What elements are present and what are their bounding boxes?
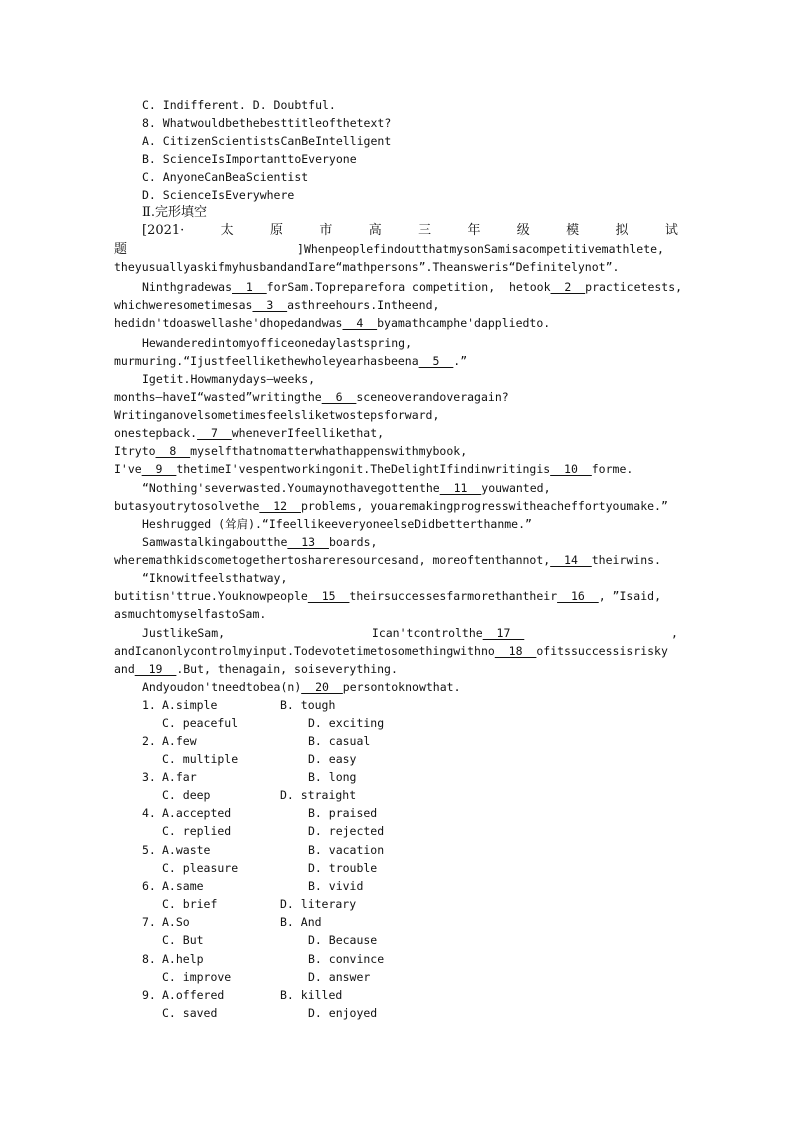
- passage-text: butitisn'ttrue.Youknowpeople: [114, 589, 308, 603]
- q8-option-a: A. CitizenScientistsCanBeIntelligent: [142, 134, 392, 148]
- option-num: 1.: [142, 698, 156, 712]
- passage-line-12: [114, 442, 467, 460]
- passage-line-1: [114, 240, 664, 259]
- option-a: A.simple: [162, 698, 218, 712]
- option-a: A.few: [162, 734, 197, 748]
- passage-text: problems, youaremakingprogresswitheacheffortyoumake.”: [300, 499, 668, 513]
- passage-line-19: “Iknowitfeelsthatway,: [142, 571, 288, 585]
- passage-text: .”: [453, 354, 468, 368]
- passage-text: thetimeI'vespentworkingonit.TheDelightIfindinwritingis: [176, 462, 551, 476]
- blank-6: __6__: [321, 390, 357, 404]
- passage-text: boards,: [328, 535, 378, 549]
- passage-text: murmuring.“Ijustfeellikethewholeyearhasbeena: [114, 354, 419, 368]
- source-char: 试: [664, 223, 678, 238]
- option-d: D. straight: [280, 788, 357, 802]
- blank-4: __4__: [342, 316, 378, 330]
- passage-line-20: [114, 587, 661, 605]
- option-d: D. answer: [308, 970, 371, 984]
- option-num: 4.: [142, 806, 156, 820]
- source-char: 拟: [615, 223, 629, 238]
- passage-text: onestepback.: [114, 426, 198, 440]
- passage-text: ofitssuccessisrisky: [536, 644, 668, 658]
- option-a: A.same: [162, 879, 204, 893]
- passage-text: theirsuccessesfarmorethantheir: [349, 589, 558, 603]
- option-b: B. praised: [308, 806, 378, 820]
- passage-text: persontoknowthat.: [342, 680, 461, 694]
- passage-text: forSam.Topreparefora competition, hetook: [266, 280, 551, 294]
- option-c: C. pleasure: [162, 861, 239, 875]
- blank-17: __17__: [482, 626, 525, 640]
- option-b: B. vivid: [308, 879, 364, 893]
- source-char: 高: [368, 223, 382, 238]
- passage-text: I've: [114, 462, 142, 476]
- source-char: 原: [270, 223, 284, 238]
- passage-line-6: Hewanderedintomyofficeonedaylastspring,: [142, 336, 413, 350]
- blank-14: __14__: [550, 553, 592, 567]
- passage-text: theirwins.: [591, 553, 661, 567]
- passage-line-5: [114, 314, 550, 332]
- passage-text: wheneverIfeellikethat,: [231, 426, 385, 440]
- blank-16: __16__: [557, 589, 599, 603]
- q8-stem: 8. Whatwouldbethebesttitleofthetext?: [142, 116, 392, 130]
- blank-8: __8__: [155, 444, 191, 458]
- passage-text: whichweresometimesas: [114, 298, 253, 312]
- option-c: C. improve: [162, 970, 232, 984]
- source-char: 三: [418, 223, 432, 238]
- blank-20: __20__: [301, 680, 343, 694]
- passage-text: forme.: [591, 462, 634, 476]
- source-char: 模: [566, 223, 580, 238]
- option-b: B. convince: [308, 952, 385, 966]
- q7-options-cd: C. Indifferent. D. Doubtful.: [142, 98, 336, 112]
- option-a: A.So: [162, 915, 190, 929]
- source-char: 年: [467, 223, 481, 238]
- passage-text: butasyoutrytosolvethe: [114, 499, 260, 513]
- blank-2: __2__: [550, 280, 586, 294]
- passage-line-4: [114, 296, 439, 314]
- blank-7: __7__: [197, 426, 232, 440]
- passage-line-22: [142, 624, 678, 642]
- passage-line-11: [114, 424, 384, 442]
- passage-text: youwanted,: [481, 481, 551, 495]
- passage-text: Samwastalkingaboutthe: [142, 535, 288, 549]
- passage-text: asthreehours.Intheend,: [287, 298, 440, 312]
- passage-text: WhenpeoplefindoutthatmysonSamisacompetitivemathlete,: [303, 242, 664, 256]
- passage-text: Andyoudon'tneedtobea(n): [142, 680, 302, 694]
- passage-line-2: theyusuallyaskifmyhusbandandIare“mathpersons”.Theansweris“Definitelynot”.: [114, 260, 620, 274]
- option-num: 8.: [142, 952, 156, 966]
- option-a: A.offered: [162, 988, 225, 1002]
- source-bracket: ]: [297, 242, 304, 256]
- passage-line-10: Writinganovelsometimesfeelsliketwostepsforward,: [114, 408, 440, 422]
- blank-1: __1__: [232, 280, 267, 294]
- option-num: 5.: [142, 843, 156, 857]
- passage-text: sceneoverandoveragain?: [356, 390, 509, 404]
- source-char: 太: [220, 223, 234, 238]
- blank-13: __13__: [287, 535, 329, 549]
- option-c: C. brief: [162, 897, 218, 911]
- section-title: Ⅱ.完形填空: [142, 205, 207, 220]
- source-line: [142, 222, 678, 240]
- passage-text: JustlikeSam,: [142, 626, 226, 640]
- passage-line-17: [142, 533, 377, 551]
- passage-text: and: [114, 662, 135, 676]
- passage-text: wheremathkidscometogethertoshareresourcesand, moreoftenthannot,: [114, 553, 551, 567]
- q8-option-c: C. AnyoneCanBeaScientist: [142, 170, 309, 184]
- option-num: 9.: [142, 988, 156, 1002]
- passage-line-15: [114, 497, 668, 515]
- passage-line-16: Heshrugged (耸肩).“IfeellikeeveryoneelseDidbetterthanme.”: [142, 517, 532, 531]
- passage-line-3: [142, 278, 682, 296]
- option-num: 6.: [142, 879, 156, 893]
- passage-text: myselfthatnomatterwhathappenswithmybook,: [190, 444, 468, 458]
- option-d: D. trouble: [308, 861, 378, 875]
- option-b: B. And: [280, 915, 322, 929]
- option-b: B. killed: [280, 988, 343, 1002]
- passage-line-7: [114, 352, 467, 370]
- option-c: C. multiple: [162, 752, 239, 766]
- option-d: D. rejected: [308, 824, 385, 838]
- option-c: C. saved: [162, 1006, 218, 1020]
- option-b: B. vacation: [308, 843, 385, 857]
- blank-5: __5__: [418, 354, 454, 368]
- q8-option-b: B. ScienceIsImportanttoEveryone: [142, 152, 357, 166]
- passage-text: hedidn'tdoaswellashe'dhopedandwas: [114, 316, 343, 330]
- passage-line-8: Igetit.Howmanydays—weeks,: [142, 372, 316, 386]
- passage-text: “Nothing'severwasted.Youmaynothavegottenthe: [142, 481, 440, 495]
- option-a: A.accepted: [162, 806, 232, 820]
- q8-option-d: D. ScienceIsEverywhere: [142, 188, 295, 202]
- source-char: 市: [319, 223, 333, 238]
- option-num: 7.: [142, 915, 156, 929]
- option-b: B. casual: [308, 734, 371, 748]
- passage-line-14: [142, 479, 551, 497]
- option-c: C. deep: [162, 788, 211, 802]
- option-d: D. literary: [280, 897, 357, 911]
- source-prefix: [2021·: [142, 223, 185, 238]
- option-num: 2.: [142, 734, 156, 748]
- option-c: C. replied: [162, 824, 232, 838]
- passage-text: byamathcamphe'dappliedto.: [377, 316, 551, 330]
- option-d: D. easy: [308, 752, 357, 766]
- source-last-char: 题: [114, 242, 128, 257]
- option-d: D. enjoyed: [308, 1006, 378, 1020]
- blank-9: __9__: [141, 462, 177, 476]
- option-a: A.far: [162, 770, 197, 784]
- passage-text: .But, thenagain, soiseverything.: [176, 662, 398, 676]
- option-b: B. tough: [280, 698, 336, 712]
- option-a: A.waste: [162, 843, 211, 857]
- passage-text: , ”Isaid,: [598, 589, 661, 603]
- passage-line-21: asmuchtomyselfastoSam.: [114, 607, 267, 621]
- passage-line-13: [114, 460, 633, 478]
- option-c: C. peaceful: [162, 716, 239, 730]
- option-d: D. exciting: [308, 716, 385, 730]
- blank-18: __18__: [494, 644, 537, 658]
- passage-text: practicetests,: [585, 280, 683, 294]
- passage-text: ,: [671, 626, 678, 640]
- option-d: D. Because: [308, 933, 378, 947]
- passage-text: Itryto: [114, 444, 156, 458]
- passage-text: months—haveI“wasted”writingthe: [114, 390, 322, 404]
- blank-11: __11__: [439, 481, 482, 495]
- blank-19: __19__: [134, 662, 177, 676]
- option-a: A.help: [162, 952, 204, 966]
- passage-line-23: [114, 642, 668, 660]
- source-char: 级: [516, 223, 530, 238]
- option-c: C. But: [162, 933, 204, 947]
- passage-text: Ninthgradewas: [142, 280, 233, 294]
- blank-15: __15__: [307, 589, 350, 603]
- option-num: 3.: [142, 770, 156, 784]
- passage-line-9: [114, 388, 509, 406]
- passage-text: andIcanonlycontrolmyinput.Todevotetimetosomethingwithno: [114, 644, 495, 658]
- passage-line-24: [114, 660, 398, 678]
- option-b: B. long: [308, 770, 357, 784]
- blank-3: __3__: [252, 298, 288, 312]
- passage-line-25: [142, 678, 461, 696]
- blank-10: __10__: [550, 462, 592, 476]
- passage-text: Ican'tcontrolthe: [371, 626, 483, 640]
- passage-line-18: [114, 551, 661, 569]
- blank-12: __12__: [259, 499, 301, 513]
